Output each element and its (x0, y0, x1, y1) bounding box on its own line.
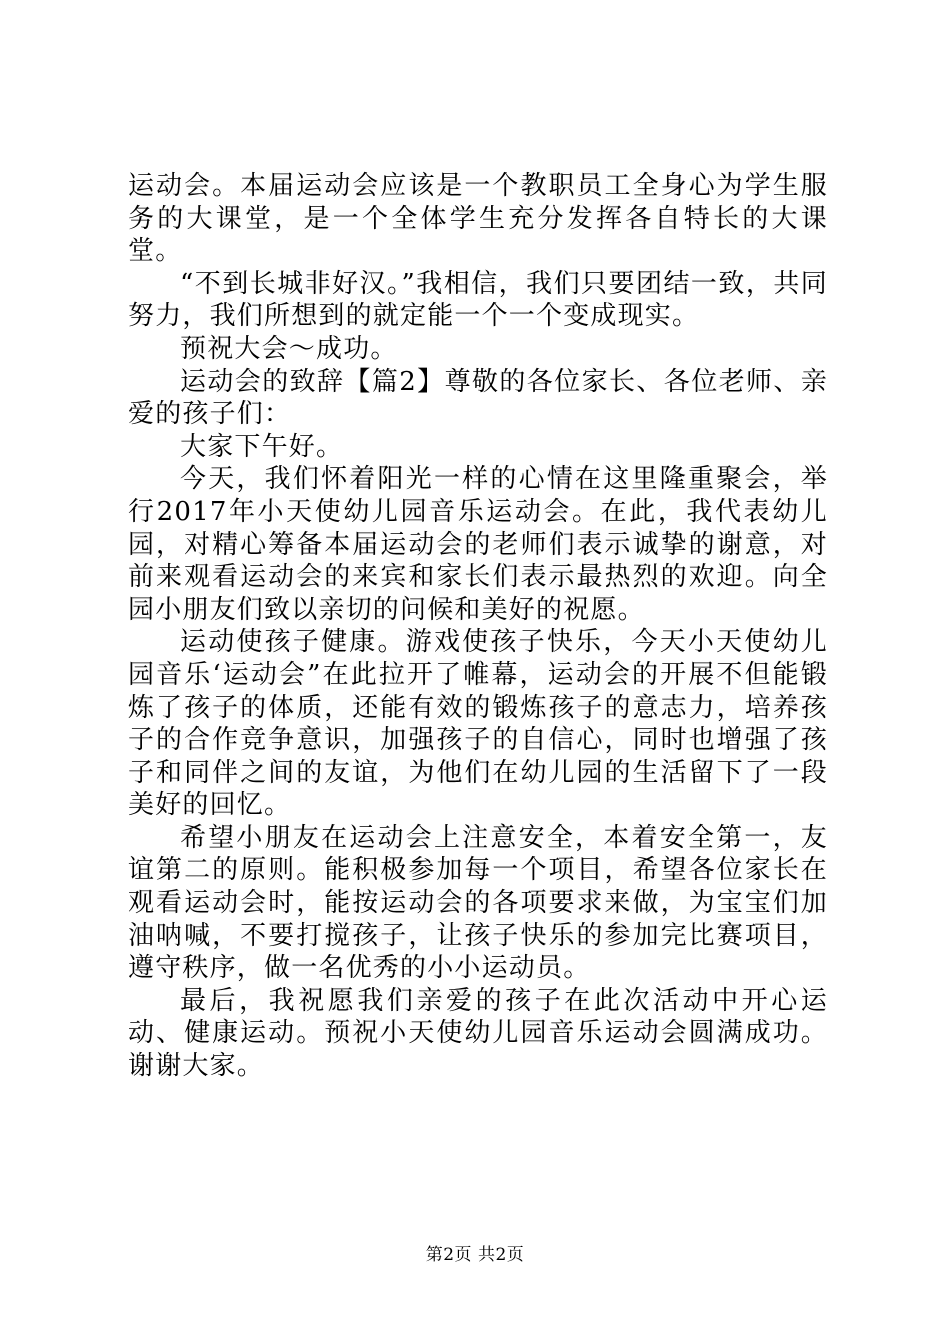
paragraph-3: 预祝大会～成功。 (180, 333, 398, 364)
page-footer (0, 1244, 950, 1266)
document-body (128, 170, 828, 1083)
paragraph-9: 最后，我祝愿我们亲爱的孩子在此次活动中开心运动、健康运动。预祝小天使幼儿园音乐运动会圆满成功。谢谢大家。 (128, 985, 828, 1082)
paragraph-2: “不到长城非好汉。”我相信，我们只要团结一致，共同努力，我们所想到的就定能一个一个变成现实。 (128, 268, 828, 332)
paragraph-5: 大家下午好。 (180, 431, 344, 462)
paragraph-4: 运动会的致辞【篇2】尊敬的各位家长、各位老师、亲爱的孩子们： (128, 366, 828, 430)
paragraph-6: 今天，我们怀着阳光一样的心情在这里隆重聚会，举行2017年小天使幼儿园音乐运动会。在此，我代表幼儿园，对精心筹备本届运动会的老师们表示诚挚的谢意，对前来观看运动会的来宾和家长们表示最热烈的欢迎。向全园小朋友们致以亲切的问候和美好的祝愿。 (128, 464, 828, 625)
paragraph-8: 希望小朋友在运动会上注意安全，本着安全第一，友谊第二的原则。能积极参加每一个项目，希望各位家长在观看运动会时，能按运动会的各项要求来做，为宝宝们加油呐喊，不要打搅孩子，让孩子快乐的参加完比赛项目，遵守秩序，做一名优秀的小小运动员。 (128, 822, 828, 984)
page-number-label: 第2页 共2页 (425, 1245, 525, 1265)
paragraph-1: 运动会。本届运动会应该是一个教职员工全身心为学生服务的大课堂，是一个全体学生充分发挥各自特长的大课堂。 (128, 171, 828, 267)
paragraph-7: 运动使孩子健康。游戏使孩子快乐，今天小天使幼儿园音乐‘运动会”在此拉开了帷幕，运动会的开展不但能锻炼了孩子的体质，还能有效的锻炼孩子的意志力，培养孩子的合作竞争意识，加强孩子的自信心，同时也增强了孩子和同伴之间的友谊，为他们在幼儿园的生活留下了一段美好的回忆。 (128, 627, 828, 821)
